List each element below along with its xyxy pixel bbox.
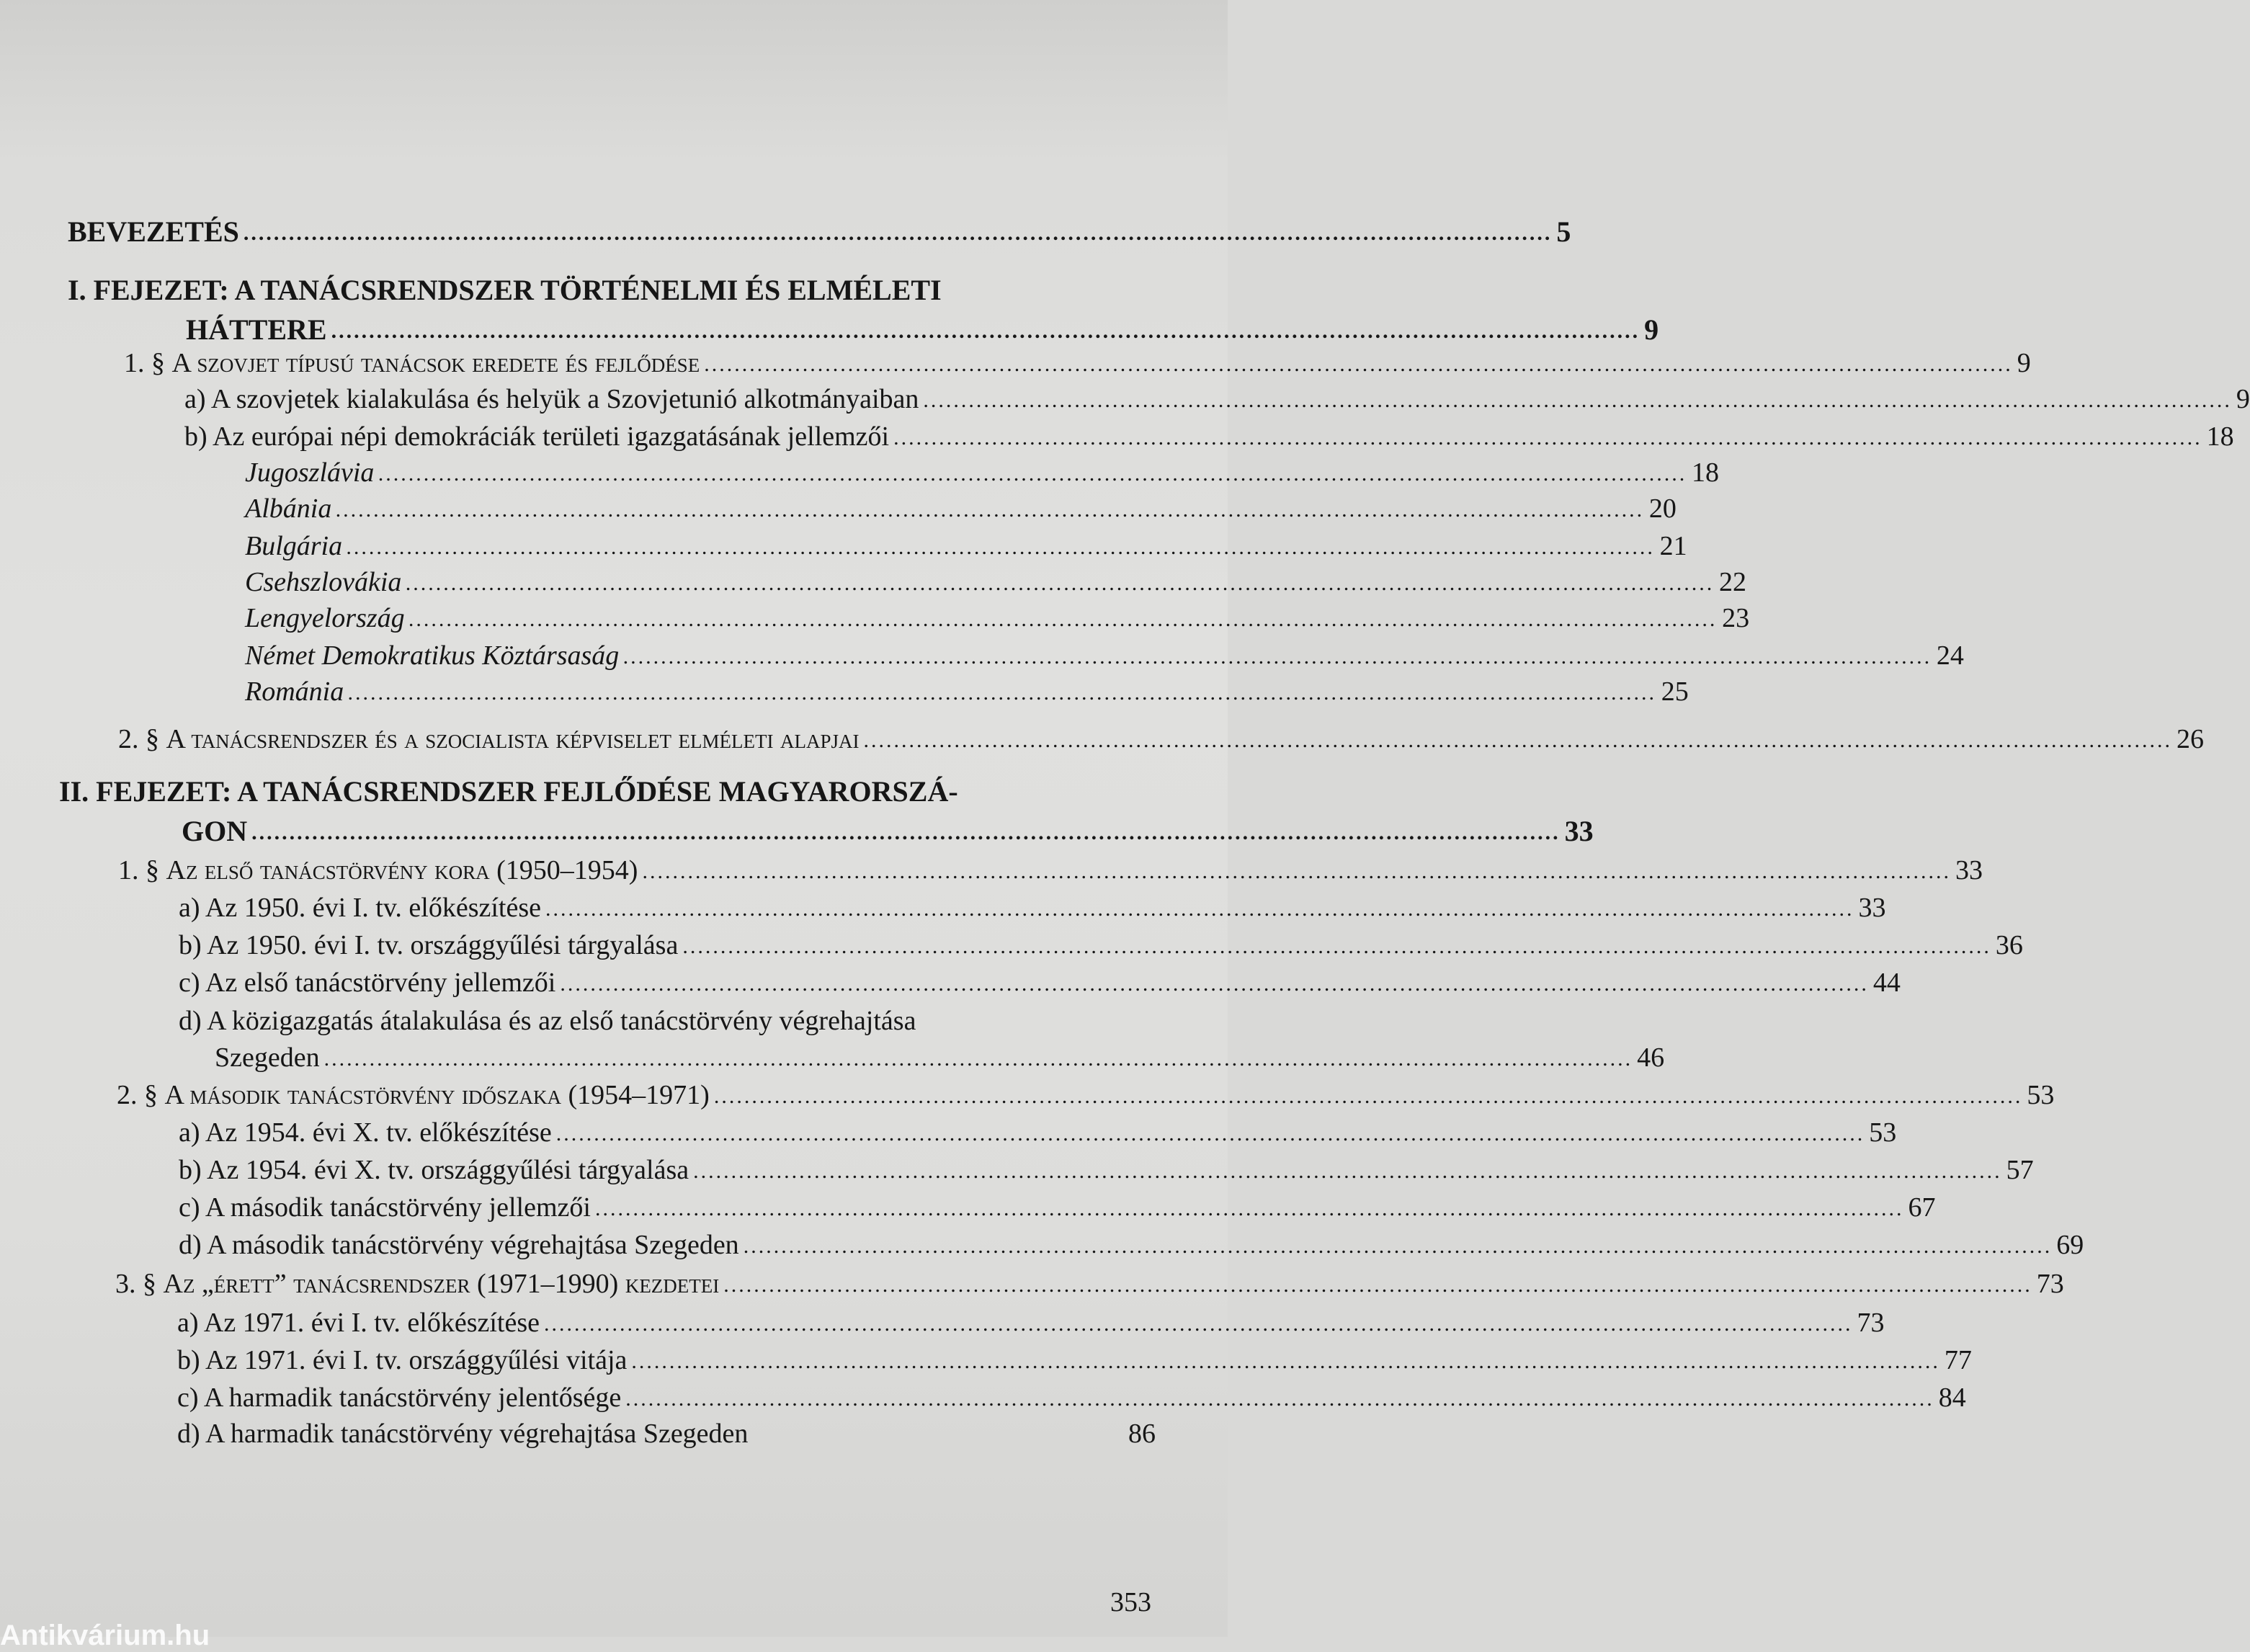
leader-dots: ............................................................................................................................................................................. (331, 319, 1640, 343)
toc-label: b) Az 1971. évi I. tv. országgyűlési vitája (177, 1345, 628, 1375)
leader-dots: ............................................................................................................................................................................. (704, 352, 2013, 376)
toc-page-number: 9 (2236, 384, 2250, 414)
toc-page-number: 33 (1858, 893, 1886, 923)
leader-dots: ............................................................................................................................................................................. (893, 426, 2202, 450)
leader-dots: ............................................................................................................................................................................. (682, 934, 1991, 958)
leader-dots: ............................................................................................................................................................................. (251, 821, 1561, 844)
leader-dots: ............................................................................................................................................................................. (560, 972, 1869, 996)
leader-dots: ............................................................................................................................................................................. (863, 728, 2172, 752)
toc-page-number: 5 (1556, 215, 1571, 248)
toc-entry-2-1-d (215, 1042, 1665, 1073)
section-number: 1. § (118, 855, 159, 885)
toc-page-number: 44 (1872, 968, 1901, 998)
toc-label: BEVEZETÉS (68, 215, 239, 248)
toc-label: d) A harmadik tanácstörvény végrehajtása Szegeden (177, 1419, 749, 1449)
toc-label: c) Az első tanácstörvény jellemzői (179, 968, 556, 998)
toc-page-number: 86 (1128, 1419, 1156, 1449)
toc-page-number: 23 (1722, 603, 1750, 633)
toc-entry-section-2-1 (118, 854, 1983, 886)
toc-entry-chapter-1 (186, 313, 1659, 346)
toc-label: A második tanácstörvény időszaka (1954–1971) (164, 1080, 710, 1110)
leader-dots: ............................................................................................................................................................................. (693, 1159, 2002, 1183)
toc-label: Német Demokratikus Köztársaság (245, 640, 620, 671)
toc-label: A tanácsrendszer és a szocialista képviselet elméleti alapjai (166, 724, 860, 754)
toc-page-number: 33 (1564, 815, 1594, 847)
leader-dots: ............................................................................................................................................................................. (625, 1387, 1934, 1411)
toc-page-number: 21 (1659, 531, 1687, 561)
toc-label: a) Az 1950. évi I. tv. előkészítése (179, 893, 541, 923)
toc-page-number: 33 (1955, 855, 1983, 885)
leader-dots: ............................................................................................................................................................................. (409, 607, 1718, 631)
toc-page-number: 67 (1908, 1192, 1936, 1223)
toc-page-number: 36 (1995, 930, 2023, 960)
toc-page-number: 73 (2036, 1269, 2064, 1299)
chapter-1-title: I. FEJEZET: A TANÁCSRENDSZER TÖRTÉNELMI ÉS ELMÉLETI (68, 274, 942, 306)
watermark: Antikvárium.hu (0, 1620, 210, 1651)
toc-label: a) Az 1971. évi I. tv. előkészítése (177, 1308, 540, 1338)
toc-entry-section-2-2 (117, 1079, 2055, 1111)
toc-entry-country (245, 602, 1750, 634)
toc-page-number: 46 (1637, 1042, 1665, 1073)
toc-label: Románia (245, 677, 344, 707)
toc-entry-country (245, 676, 1689, 707)
section-number: 2. § (118, 724, 159, 754)
toc-page-number: 25 (1661, 677, 1689, 707)
toc-entry-2-2-b (179, 1154, 2034, 1186)
toc-page-number: 77 (1944, 1345, 1972, 1375)
toc-entry-section-1-2 (118, 723, 2204, 755)
toc-label: Az „érett” tanácsrendszer (1971–1990) kezdetei (163, 1269, 720, 1299)
toc-entry-1-1-b (184, 421, 2234, 452)
leader-dots: ............................................................................................................................................................................. (713, 1084, 2023, 1108)
toc-label: a) Az 1954. évi X. tv. előkészítése (179, 1117, 552, 1148)
leader-dots: ............................................................................................................................................................................. (336, 498, 1645, 522)
toc-entry-2-3-c (177, 1382, 1966, 1414)
section-number: 3. § (115, 1269, 156, 1299)
toc-page-number: 24 (1936, 640, 1964, 671)
toc-entry-2-3-b (177, 1344, 1972, 1376)
toc-label: c) A harmadik tanácstörvény jelentősége (177, 1383, 622, 1413)
toc-label: Lengyelország (245, 603, 405, 633)
toc-entry-1-1-a (184, 383, 2250, 415)
toc-label: GON (182, 815, 248, 847)
leader-dots: ............................................................................................................................................................................. (623, 645, 1932, 669)
toc-label: Az első tanácstörvény kora (1950–1954) (166, 855, 638, 885)
toc-label: c) A második tanácstörvény jellemzői (179, 1192, 591, 1223)
leader-dots: ............................................................................................................................................................................. (406, 571, 1715, 595)
toc-label: HÁTTERE (186, 313, 327, 346)
toc-entry-2-2-d (179, 1229, 2084, 1261)
leader-dots: ............................................................................................................................................................................. (543, 1312, 1853, 1336)
toc-entry-2-1-d-line1: d) A közigazgatás átalakulása és az első tanácstörvény végrehajtása (179, 1006, 916, 1036)
toc-page-number: 22 (1718, 567, 1746, 597)
toc-entry-chapter-2 (182, 815, 1594, 847)
toc-entry-country (245, 640, 1964, 671)
leader-dots: ............................................................................................................................................................................. (594, 1197, 1904, 1220)
toc-label: a) A szovjetek kialakulása és helyük a Szovjetunió alkotmányaiban (184, 384, 919, 414)
toc-page-number: 26 (2177, 724, 2204, 754)
bleed-through-text (0, 0, 1228, 187)
toc-page-number: 9 (1644, 313, 1659, 346)
toc-entry-section-1-1 (124, 347, 2031, 379)
toc-page-number: 9 (2017, 348, 2031, 378)
toc-label: d) A második tanácstörvény végrehajtása Szegeden (179, 1230, 739, 1260)
toc-label: Csehszlovákia (245, 567, 402, 597)
toc-page-number: 57 (2006, 1155, 2034, 1185)
leader-dots: ............................................................................................................................................................................. (323, 1047, 1633, 1071)
toc-page-number: 18 (1691, 457, 1719, 488)
leader-dots: ............................................................................................................................................................................. (723, 1273, 2032, 1297)
toc-label: Jugoszlávia (245, 457, 375, 488)
toc-entry-2-2-c (179, 1192, 1936, 1223)
toc-label: Bulgária (245, 531, 343, 561)
toc-label: Albánia (245, 494, 332, 524)
toc-entry-2-3-d (177, 1418, 1156, 1450)
leader-dots: ............................................................................................................................................................................. (348, 681, 1657, 705)
toc-entry-2-1-b (179, 929, 2023, 961)
toc-page-number: 84 (1938, 1383, 1966, 1413)
leader-dots: ............................................................................................................................................................................. (642, 860, 1951, 883)
toc-entry-country (245, 493, 1677, 524)
toc-label: b) Az 1954. évi X. tv. országgyűlési tárgyalása (179, 1155, 689, 1185)
leader-dots: ............................................................................................................................................................................. (555, 1122, 1865, 1146)
leader-dots: ............................................................................................................................................................................. (743, 1234, 2053, 1258)
toc-label: b) Az 1950. évi I. tv. országgyűlési tárgyalása (179, 930, 679, 960)
leader-dots: ............................................................................................................................................................................. (923, 388, 2232, 412)
toc-page-number: 73 (1857, 1308, 1885, 1338)
toc-page-number: 53 (2027, 1080, 2055, 1110)
toc-label: b) Az európai népi demokráciák területi igazgatásának jellemzői (184, 421, 890, 452)
section-number: 2. § (117, 1080, 158, 1110)
toc-entry-2-1-a (179, 892, 1886, 924)
section-number: 1. § (124, 348, 165, 378)
page-number: 353 (1110, 1587, 1151, 1617)
toc-page-number: 53 (1869, 1117, 1897, 1148)
toc-entry-introduction (68, 215, 1571, 248)
leader-dots: ............................................................................................................................................................................. (545, 897, 1854, 921)
toc-label: A szovjet típusú tanácsok eredete és fejlődése (171, 348, 700, 378)
toc-entry-2-1-c (179, 967, 1901, 999)
toc-entry-2-3-a (177, 1307, 1885, 1339)
toc-page-number: 18 (2206, 421, 2234, 452)
toc-label: Szegeden (215, 1042, 320, 1073)
chapter-2-title: II. FEJEZET: A TANÁCSRENDSZER FEJLŐDÉSE MAGYARORSZÁ- (59, 775, 958, 808)
toc-entry-section-2-3 (115, 1268, 2064, 1300)
toc-entry-country (245, 457, 1719, 488)
leader-dots: ............................................................................................................................................................................. (243, 221, 1553, 245)
toc-entry-2-2-a (179, 1117, 1897, 1148)
leader-dots: ............................................................................................................................................................................. (378, 462, 1687, 486)
toc-page-number: 20 (1648, 494, 1677, 524)
toc-page-number: 69 (2056, 1230, 2084, 1260)
leader-dots: ............................................................................................................................................................................. (631, 1349, 1940, 1373)
toc-entry-country (245, 566, 1746, 598)
leader-dots: ............................................................................................................................................................................. (347, 535, 1656, 559)
toc-entry-country (245, 530, 1687, 562)
